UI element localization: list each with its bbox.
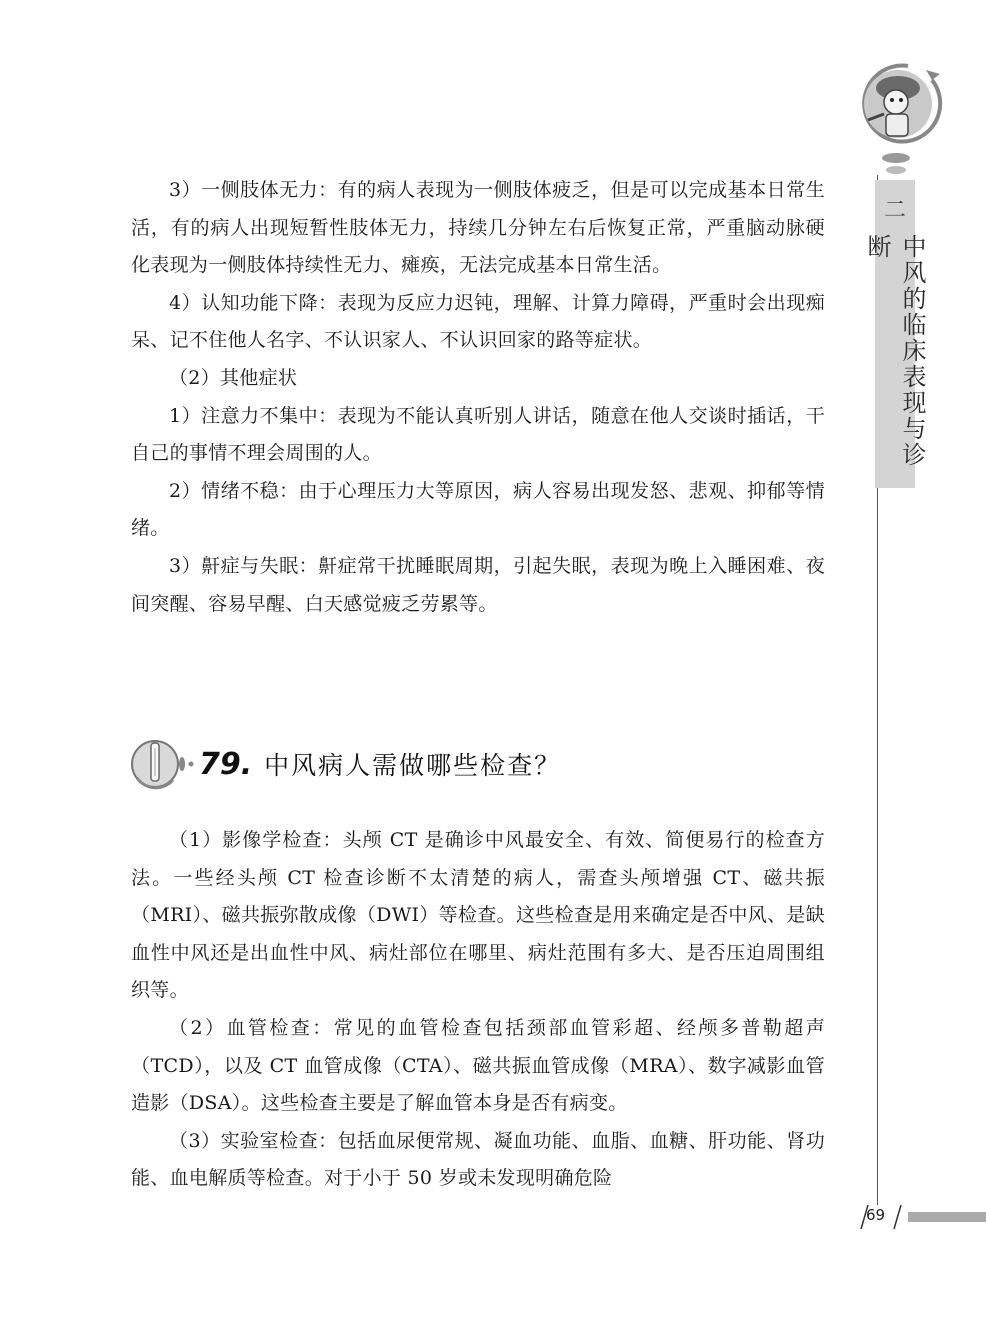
paragraph: （3）实验室检查：包括血尿便常规、凝血功能、血脂、血糖、肝功能、肾功能、血电解质等检查。对于小于 50 岁或未发现明确危险 [131,1129,825,1190]
chapter-tab [863,180,926,488]
paragraph: 1）注意力不集中：表现为不能认真听别人讲话，随意在他人交谈时插话，干自己的事情不理会周围的人。 [131,404,825,465]
chapter-title: 中风的临床表现与诊断 [863,234,926,468]
paragraph: 4）认知功能下降：表现为反应力迟钝，理解、计算力障碍，严重时会出现痴呆、记不住他人名字、不认识家人、不认识回家的路等症状。 [131,291,825,352]
question-number: 79. [199,746,253,782]
paragraph: （1）影像学检查：头颅 CT 是确诊中风最安全、有效、简便易行的检查方法。一些经头颅 CT 检查诊断不太清楚的病人，需查头颅增强 CT、磁共振（MRI）、磁共振弥散成像（DWI）等检查。这些检查是用来确定是否中风、是缺血性中风还是出血性中风、病灶部位在哪里、病灶范围有多大、是否压迫周围组织等。 [131,829,825,1002]
paragraph: 3）鼾症与失眠：鼾症常干扰睡眠周期，引起失眠，表现为晚上入睡困难、夜间突醒、容易早醒、白天感觉疲乏劳累等。 [131,554,825,615]
lower-text-block [131,822,825,1198]
upper-text-block [131,172,825,623]
paragraph: （2）其他症状 [169,366,298,389]
stethoscope-badge-icon [129,734,195,794]
paragraph: （2）血管检查：常见的血管检查包括颈部血管彩超、经颅多普勒超声（TCD），以及 CT 血管成像（CTA）、磁共振血管成像（MRA）、数字减影血管造影（DSA）。这些检查主要是了解血管本身是否有病变。 [131,1016,825,1115]
page-number-bar [908,1212,986,1222]
question-title: 中风病人需做哪些检查？ [264,751,562,780]
paragraph: 2）情绪不稳：由于心理压力大等原因，病人容易出现发怒、悲观、抑郁等情绪。 [131,479,825,540]
chapter-number: 二 [883,198,906,223]
page-number-block [848,1203,986,1231]
doctor-mascot-illustration [848,58,948,178]
page-number: 69 [866,1206,886,1224]
paragraph: 3）一侧肢体无力：有的病人表现为一侧肢体疲乏，但是可以完成基本日常生活，有的病人出现短暂性肢体无力，持续几分钟左右后恢复正常，严重脑动脉硬化表现为一侧肢体持续性无力、瘫痪，无法完成基本日常生活。 [131,179,825,277]
question-heading [129,734,561,794]
